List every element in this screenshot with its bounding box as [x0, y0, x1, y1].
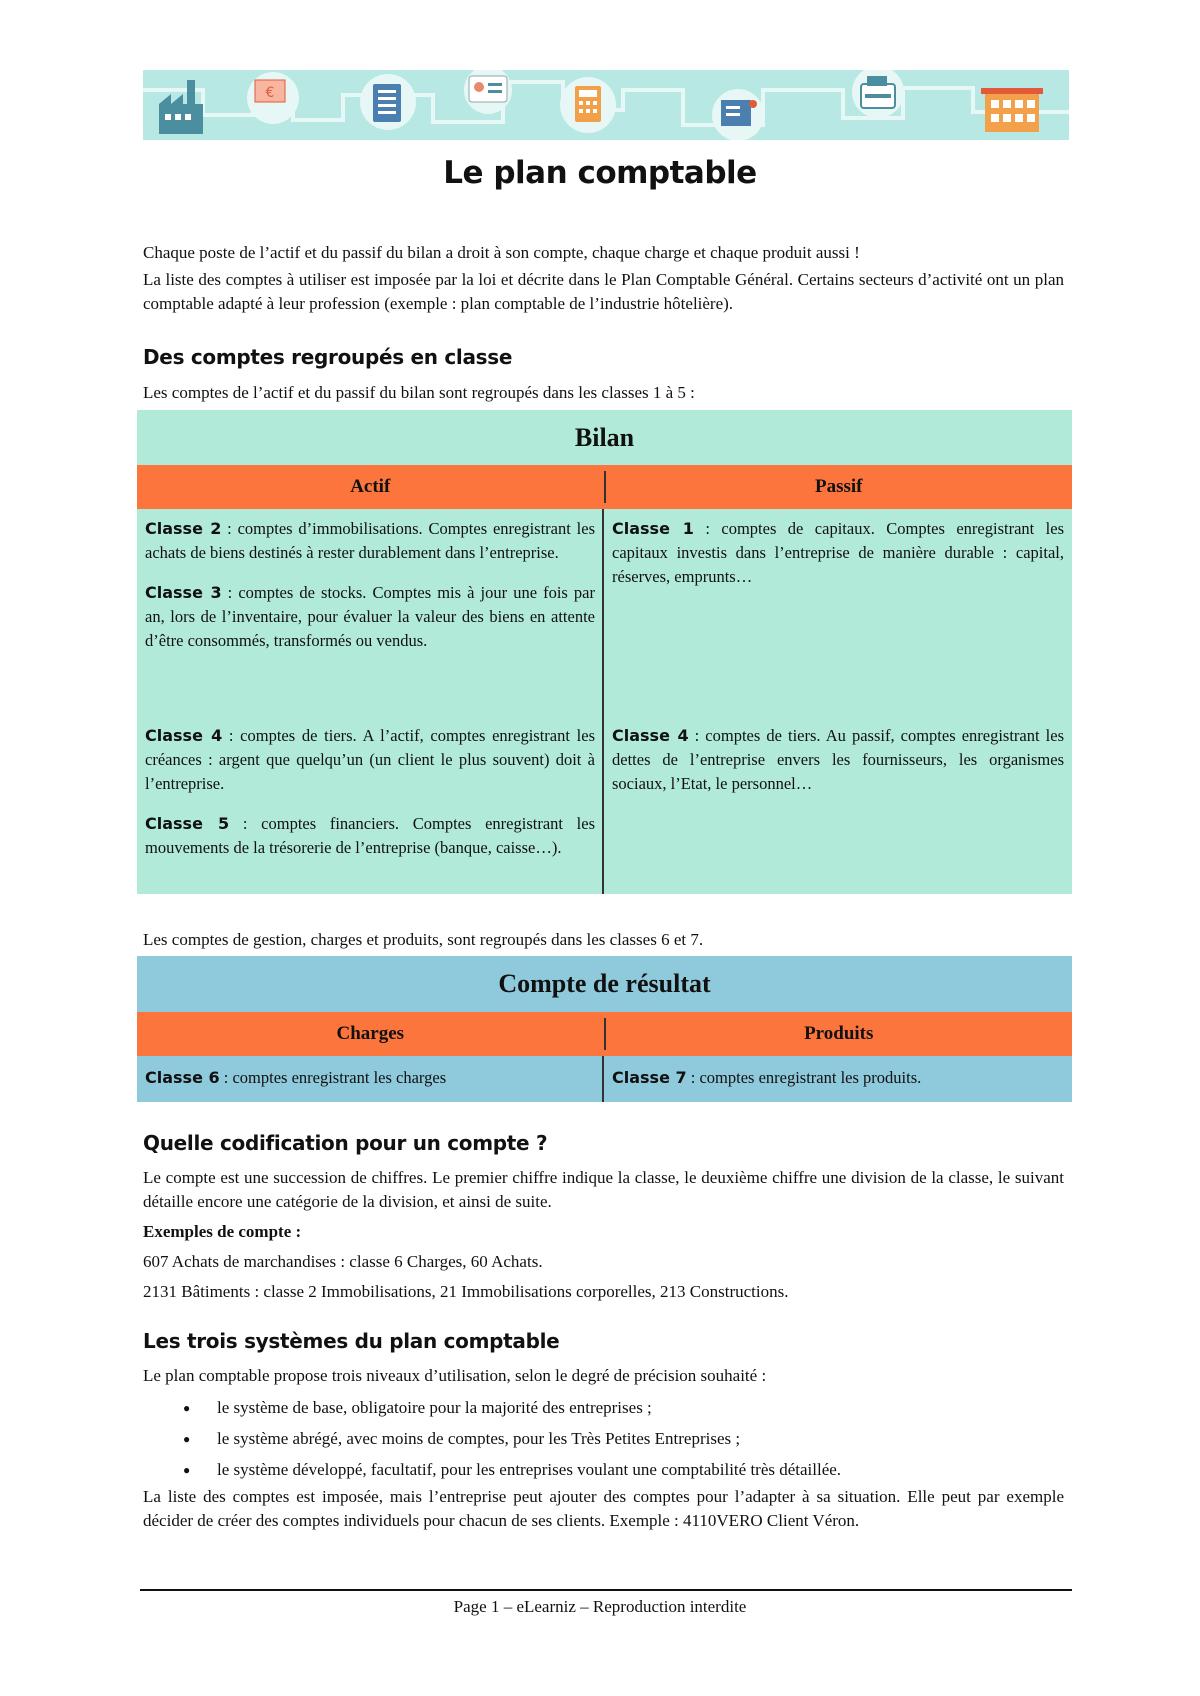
class-entry: Classe 3 : comptes de stocks. Comptes mis à jour une fois par an, lors de l’inventaire, pour évaluer la valeur des biens en attente d’être consommés, transformés ou vendus.: [145, 583, 595, 650]
section-heading-classes: Des comptes regroupés en classe: [143, 345, 513, 369]
bilan-cell-actif: [137, 716, 604, 894]
resultat-table: [137, 956, 1072, 1102]
example-item: 607 Achats de marchandises : classe 6 Charges, 60 Achats.: [143, 1252, 543, 1271]
example-item: 2131 Bâtiments : classe 2 Immobilisations, 21 Immobilisations corporelles, 213 Constructions.: [143, 1282, 789, 1301]
bilan-header-actif: Actif: [137, 471, 606, 503]
bilan-table: [137, 410, 1072, 894]
page-title: Le plan comptable: [443, 155, 757, 191]
building-icon: [981, 88, 1043, 132]
class-entry: Classe 2 : comptes d’immobilisations. Comptes enregistrant les achats de biens destinés à rester durablement dans l’entreprise.: [145, 519, 596, 562]
bilan-cell-passif: [604, 716, 1071, 894]
class-entry: Classe 4 : comptes de tiers. A l’actif, comptes enregistrant les créances : argent que quelqu’un (un client le plus souvent) doit à l’entreprise.: [145, 726, 595, 793]
class-entry: Classe 1 : comptes de capitaux. Comptes enregistrant les capitaux investis dans l’entreprise de manière durable : capital, réserves, emprunts…: [612, 519, 1064, 586]
bilan-row: [137, 716, 1072, 894]
footer-divider: [140, 1589, 1072, 1591]
calculator-icon: [560, 77, 616, 133]
document-icon: [360, 74, 416, 130]
examples-label: Exemples de compte :: [143, 1222, 302, 1241]
resultat-header-row: [137, 1012, 1072, 1056]
resultat-cell-charges: Classe 6 : comptes enregistrant les charges: [137, 1056, 604, 1102]
section-text-codification: Le compte est une succession de chiffres. Le premier chiffre indique la classe, le deuxième chiffre une division de la classe, le suivant détaille encore une catégorie de la division, et ainsi de suite.: [143, 1168, 1064, 1211]
intro-paragraph-1: Chaque poste de l’actif et du passif du bilan a droit à son compte, chaque charge et chaque produit aussi !: [143, 243, 860, 262]
list-item: ● le système développé, facultatif, pour les entreprises voulant une comptabilité très détaillée.: [143, 1458, 1064, 1489]
intro-paragraph-2: La liste des comptes à utiliser est imposée par la loi et décrite dans le Plan Comptable Général. Certains secteurs d’activité ont un plan comptable adapté à leur profession (exemple : plan comptable de l’industrie hôtelière).: [143, 270, 1064, 313]
list-item: ● le système de base, obligatoire pour la majorité des entreprises ;: [143, 1396, 1064, 1427]
list-item: ● le système abrégé, avec moins de comptes, pour les Très Petites Entreprises ;: [143, 1427, 1064, 1458]
closing-paragraph: La liste des comptes est imposée, mais l’entreprise peut ajouter des comptes pour l’adapter à sa situation. Elle peut par exemple décider de créer des comptes individuels pour chacun de ses clients. Exemple : 4110VERO Client Véron.: [143, 1487, 1064, 1530]
bilan-header-row: [137, 465, 1072, 509]
systemes-list: [143, 1396, 1064, 1489]
class-entry: Classe 4 : comptes de tiers. Au passif, comptes enregistrant les dettes de l’entreprise envers les fournisseurs, les organismes sociaux, l’Etat, le personnel…: [612, 726, 1064, 793]
class-entry: Classe 5 : comptes financiers. Comptes enregistrant les mouvements de la trésorerie de l’entreprise (banque, caisse…).: [145, 814, 595, 857]
euro-coin-icon: [247, 72, 299, 124]
resultat-header-produits: Produits: [804, 1023, 874, 1044]
header-banner: [143, 70, 1069, 140]
bilan-cell-actif: [137, 509, 604, 716]
page-footer: Page 1 – eLearniz – Reproduction interdite: [453, 1597, 747, 1616]
svg-text:€: €: [265, 85, 275, 101]
bilan-title: Bilan: [574, 422, 635, 452]
bilan-cell-passif: [604, 509, 1071, 716]
section-heading-codification: Quelle codification pour un compte ?: [143, 1131, 548, 1155]
resultat-cell-produits: Classe 7 : comptes enregistrant les produits.: [612, 1068, 922, 1087]
section-text-classes: Les comptes de l’actif et du passif du bilan sont regroupés dans les classes 1 à 5 :: [143, 383, 695, 402]
bilan-header-passif: Passif: [815, 476, 863, 497]
section-text-gestion: Les comptes de gestion, charges et produits, sont regroupés dans les classes 6 et 7.: [143, 930, 704, 949]
resultat-row: [137, 1056, 1072, 1102]
certificate-icon: [712, 89, 764, 140]
bilan-row: [137, 509, 1072, 716]
resultat-header-charges: Charges: [137, 1018, 606, 1050]
resultat-title: Compte de résultat: [498, 969, 711, 998]
section-text-systemes: Le plan comptable propose trois niveaux d’utilisation, selon le degré de précision souhaité :: [143, 1366, 767, 1385]
section-heading-systemes: Les trois systèmes du plan comptable: [143, 1329, 560, 1353]
